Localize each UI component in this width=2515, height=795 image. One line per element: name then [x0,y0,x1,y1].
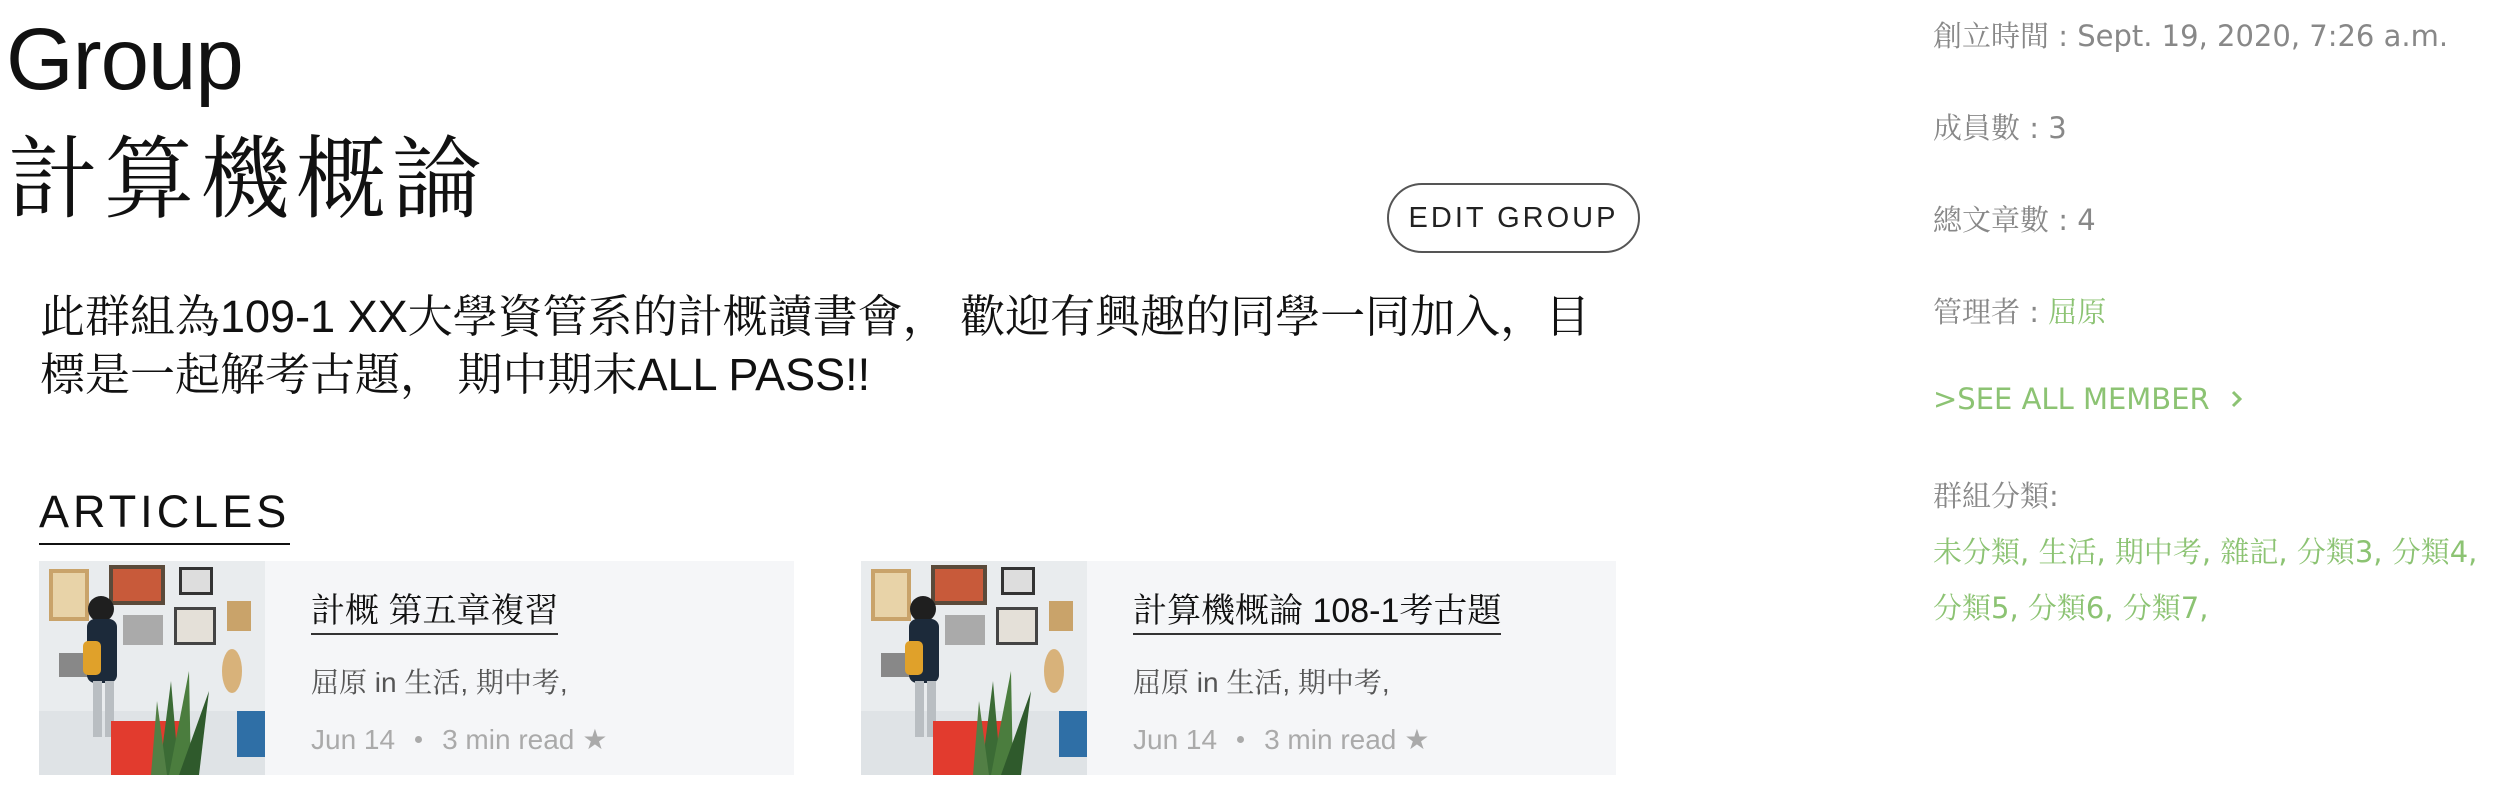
category-link[interactable]: 分類7 [2122,591,2200,625]
article-read-time: 3 min read [442,723,575,755]
article-thumbnail[interactable] [39,561,265,775]
category-link[interactable]: 未分類 [1933,535,2021,569]
group-description: 此群組為109-1 XX大學資管系的計概讀書會， 歡迎有興趣的同學一同加入，目標是一起解考古題， 期中期末ALL PASS!! [40,291,1591,400]
category-link[interactable]: 雜記 [2220,535,2279,569]
admin-row [1933,290,2106,331]
category-link[interactable]: 分類3 [2296,535,2374,569]
article-in-label: in [1196,667,1219,698]
edit-group-button[interactable]: EDIT GROUP [1387,183,1640,253]
page-heading: Group [6,11,243,108]
article-info [1133,723,1501,756]
category-list: 未分類, 生活, 期中考, 雜記, 分類3, 分類4, 分類5, 分類6, 分類7, [1933,535,2478,625]
category-link[interactable]: 生活 [2038,535,2097,569]
member-count: 成員數 : 3 [1933,111,2067,145]
created-time: 創立時間 : Sept. 19, 2020, 7:26 a.m. [1933,19,2449,53]
article-meta [311,661,607,701]
category-link[interactable]: 分類4 [2391,535,2469,569]
category-link[interactable]: 分類5 [1933,591,2010,625]
separator-dot [415,736,422,743]
category-link[interactable]: 分類6 [2027,591,2105,625]
category-link[interactable]: 期中考 [2114,535,2202,569]
admin-label: 管理者 : [1933,295,2049,329]
article-date: Jun 14 [311,723,396,755]
admin-name-link[interactable]: 屈原 [2048,295,2107,329]
article-title[interactable]: 計概 第五章複習 [311,591,558,635]
articles-heading: ARTICLES [39,485,290,545]
star-icon[interactable]: ★ [582,724,608,755]
article-in-label: in [374,667,397,698]
article-tags[interactable]: 生活, 期中考, [404,667,568,698]
category-label: 群組分類: [1933,479,2059,513]
article-info [311,723,607,756]
article-thumbnail[interactable] [861,561,1087,775]
see-all-label: >SEE ALL MEMBER [1933,382,2210,416]
article-date: Jun 14 [1133,723,1218,755]
article-card[interactable] [861,561,1616,775]
article-tags[interactable]: 生活, 期中考, [1226,667,1390,698]
group-name: 計算機概論 [8,130,488,230]
article-title[interactable]: 計算機概論 108-1考古題 [1133,591,1501,635]
article-meta [1133,661,1501,701]
article-card[interactable] [39,561,794,775]
chevron-right-icon [2231,382,2243,416]
article-read-time: 3 min read [1264,723,1397,755]
star-icon[interactable]: ★ [1404,724,1430,755]
article-author[interactable]: 屈原 [311,667,368,698]
separator-dot [1237,736,1244,743]
see-all-members-link[interactable] [1933,382,2243,416]
article-count: 總文章數 : 4 [1933,203,2096,237]
article-author[interactable]: 屈原 [1133,667,1190,698]
